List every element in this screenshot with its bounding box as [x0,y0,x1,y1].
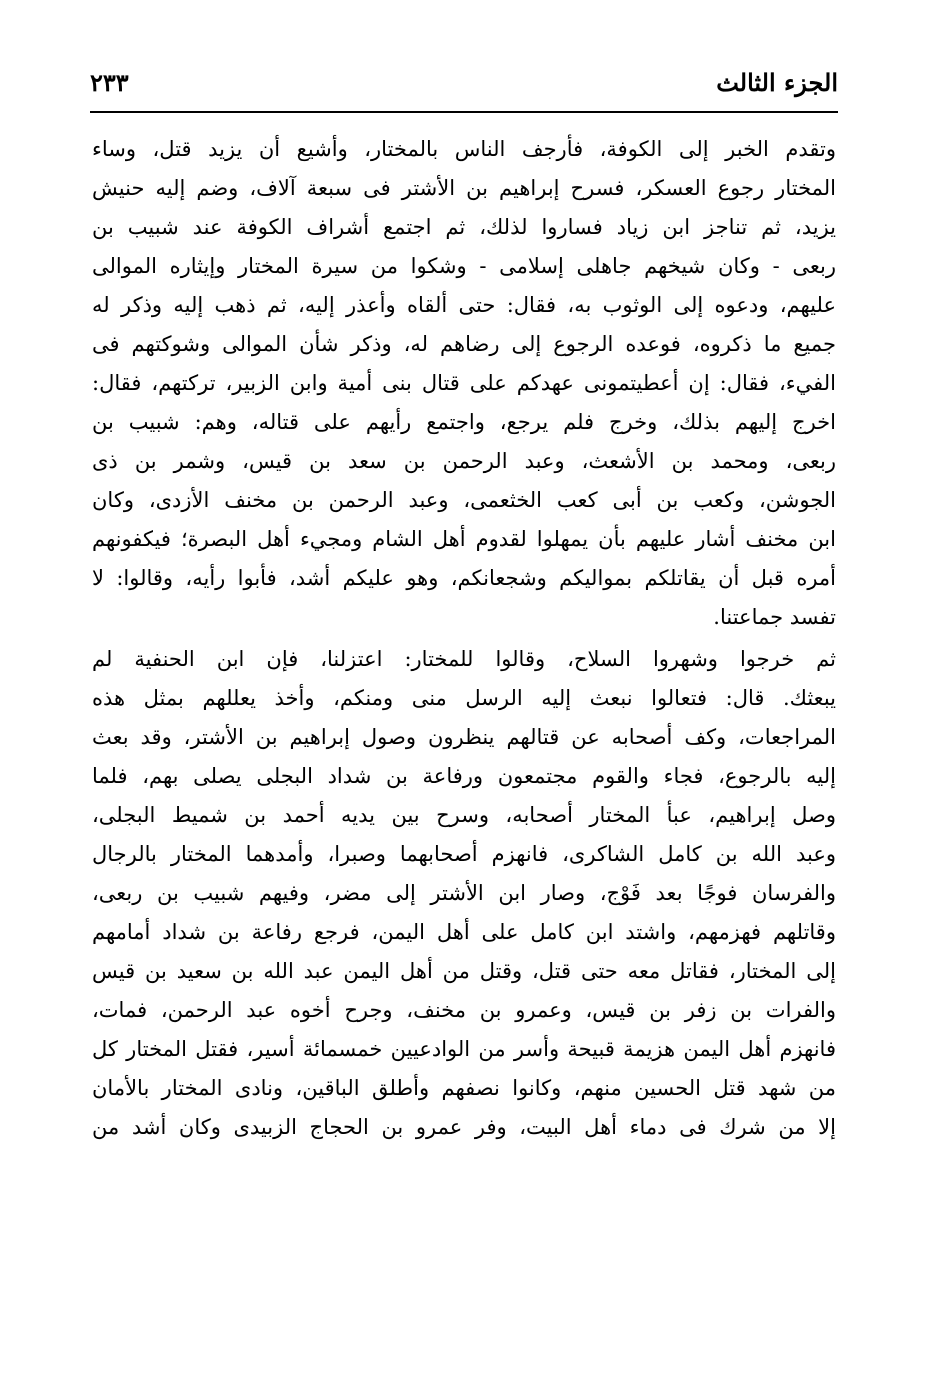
text-line: إلى المختار، فقاتل معه حتى قتل، وقتل من أهل اليمن عبد الله بن سعيد بن قيس [92,959,836,983]
paragraph-1 [92,130,836,637]
running-title: الجزء الثالث [716,68,838,97]
text-line: ثم خرجوا وشهروا السلاح، وقالوا للمختار: اعتزلنا، فإن ابن الحنفية لم [92,647,836,671]
text-line: يزيد، ثم تناجز ابن زياد فساروا لذلك، ثم اجتمع أشراف الكوفة عند شبيب بن [92,215,836,239]
text-line: المختار رجوع العسكر، فسرح إبراهيم بن الأشتر فى سبعة آلاف، وضم إليه حنيش [92,176,836,200]
page-number: ٢٣٣ [90,68,129,97]
text-line: وتقدم الخبر إلى الكوفة، فأرجف الناس بالمختار، وأشيع أن يزيد قتل، وساء [92,137,836,161]
text-line: وقاتلهم فهزمهم، واشتد ابن كامل على أهل اليمن، فرجع رفاعة بن شداد أمامهم [92,920,836,944]
text-line: من شهد قتل الحسين منهم، وكانوا نصفهم وأطلق الباقين، ونادى المختار بالأمان [92,1076,836,1100]
text-line: الجوشن، وكعب بن أبى كعب الخثعمى، وعبد الرحمن بن مخنف الأزدى، وكان [92,488,836,512]
page-header [90,64,838,108]
text-line: ربعى، ومحمد بن الأشعث، وعبد الرحمن بن سعد بن قيس، وشمر بن ذى [92,449,836,473]
text-line: أمره قبل أن يقاتلكم بمواليكم وشجعانكم، وهو عليكم أشد، فأبوا رأيه، وقالوا: لا [92,566,836,590]
text-line: إليه بالرجوع، فجاء والقوم مجتمعون ورفاعة بن شداد البجلى يصلى بهم، فلما [92,764,836,788]
text-line: يبعثك. قال: فتعالوا نبعث إليه الرسل منى ومنكم، وأخذ يعللهم بمثل هذه [92,686,836,710]
text-line: الفيء، فقال: إن أعطيتمونى عهدكم على قتال بنى أمية وابن الزبير، تركتهم، فقال: [92,371,836,395]
text-line: فانهزم أهل اليمن هزيمة قبيحة وأسر من الوادعيين خمسمائة أسير، فقتل المختار كل [92,1037,836,1061]
header-rule [90,111,838,113]
body-text [92,130,836,1147]
text-line: وعبد الله بن كامل الشاكرى، فانهزم أصحابهما وصبرا، وأمدهما المختار بالرجال [92,842,836,866]
paragraph-2 [92,640,836,1147]
text-line: المراجعات، وكف أصحابه عن قتالهم ينظرون وصول إبراهيم بن الأشتر، وقد بعث [92,725,836,749]
text-line: عليهم، ودعوه إلى الوثوب به، فقال: حتى ألقاه وأعذر إليه، ثم ذهب إليه وذكر له [92,293,836,317]
text-line: وصل إبراهيم، عبأ المختار أصحابه، وسرح بين يديه أحمد بن شميط البجلى، [92,803,836,827]
text-line: والفرات بن زفر بن قيس، وعمرو بن مخنف، وجرح أخوه عبد الرحمن، فمات، [92,998,836,1022]
text-line: اخرج إليهم بذلك، وخرج فلم يرجع، واجتمع رأيهم على قتاله، وهم: شبيب بن [92,410,836,434]
text-line: إلا من شرك فى دماء أهل البيت، وفر عمرو بن الحجاج الزبيدى وكان أشد من [92,1115,836,1139]
text-line: والفرسان فوجًا بعد فَوْج، وصار ابن الأشتر إلى مضر، وفيهم شبيب بن ربعى، [92,881,836,905]
text-line: تفسد جماعتنا. [713,605,836,629]
text-line: ابن مخنف أشار عليهم بأن يمهلوا لقدوم أهل الشام ومجيء أهل البصرة؛ فيكفونهم [92,527,836,551]
text-line: ربعى - وكان شيخهم جاهلى إسلامى - وشكوا من سيرة المختار وإيثاره الموالى [92,254,836,278]
text-line: جميع ما ذكروه، فوعده الرجوع إلى رضاهم له، وذكر شأن الموالى وشوكتهم فى [92,332,836,356]
